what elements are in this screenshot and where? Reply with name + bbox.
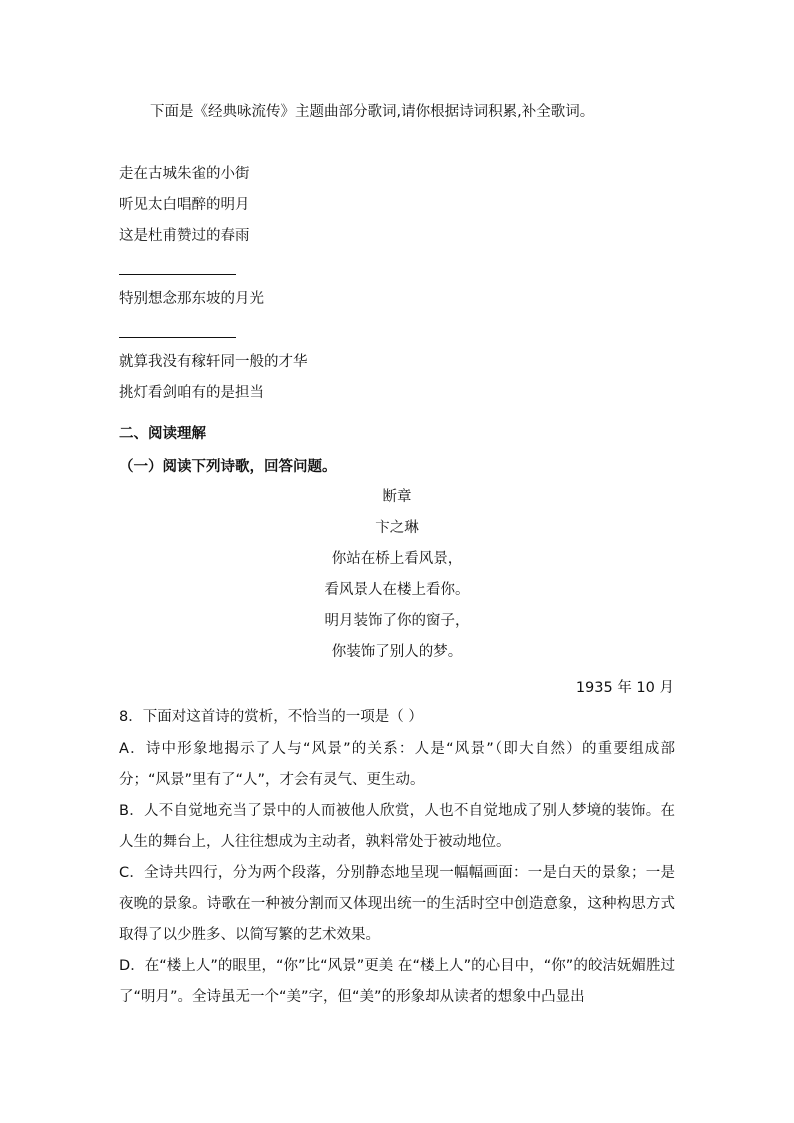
poem-line: 你装饰了别人的梦。 — [331, 644, 463, 660]
lyrics-block — [119, 162, 419, 412]
subsection-heading: （一）阅读下列诗歌，回答问题。 — [119, 459, 337, 475]
option-d[interactable]: D．在“楼上人”的眼里，“你”比“风景”更美 在“楼上人”的心目中，“你”的皎洁妩媚胜过了“明月”。全诗虽无一个“美”字，但“美”的形象却从读者的想象中凸显出 — [119, 958, 675, 1005]
poem-line: 你站在桥上看风景， — [331, 551, 463, 567]
section-heading: 二、阅读理解 — [119, 426, 206, 442]
poem-author: 卞之琳 — [375, 520, 419, 536]
lyric-line: 挑灯看剑咱有的是担当 — [119, 385, 264, 401]
lyric-line: 走在古城朱雀的小街 — [119, 166, 250, 182]
question-8 — [119, 706, 675, 1013]
fill-in-blank[interactable] — [119, 318, 236, 338]
poem-block — [250, 486, 544, 672]
question-stem: 8．下面对这首诗的赏析，不恰当的一项是（ ） — [119, 709, 423, 725]
lyric-line: 听见太白唱醉的明月 — [119, 197, 250, 213]
option-b[interactable]: B．人不自觉地充当了景中的人而被他人欣赏，人也不自觉地成了别人梦境的装饰。在人生的舞台上，人往往想成为主动者，孰料常处于被动地位。 — [119, 803, 675, 850]
lyric-line: 特别想念那东坡的月光 — [119, 291, 264, 307]
poem-title: 断章 — [382, 489, 412, 505]
lyric-line: 这是杜甫赞过的春雨 — [119, 228, 250, 244]
fill-in-blank[interactable] — [119, 255, 236, 275]
option-c[interactable]: C．全诗共四行，分为两个段落，分别静态地呈现一幅幅画面：一是白天的景象；一是夜晚的景象。诗歌在一种被分割而又体现出统一的生活时空中创造意象，这种构思方式取得了以少胜多、以简写繁的艺术效果。 — [119, 865, 675, 943]
poem-date: 1935 年 10 月 — [575, 680, 674, 696]
option-a[interactable]: A．诗中形象地揭示了人与“风景”的关系：人是“风景”（即大自然）的重要组成部分；“风景”里有了“人”，才会有灵气、更生动。 — [119, 741, 675, 788]
lyric-line: 就算我没有稼轩同一般的才华 — [119, 354, 308, 370]
poem-line: 看风景人在楼上看你。 — [324, 582, 470, 598]
intro-instruction: 下面是《经典咏流传》主题曲部分歌词,请你根据诗词积累,补全歌词。 — [150, 104, 595, 120]
poem-line: 明月装饰了你的窗子， — [324, 613, 470, 629]
